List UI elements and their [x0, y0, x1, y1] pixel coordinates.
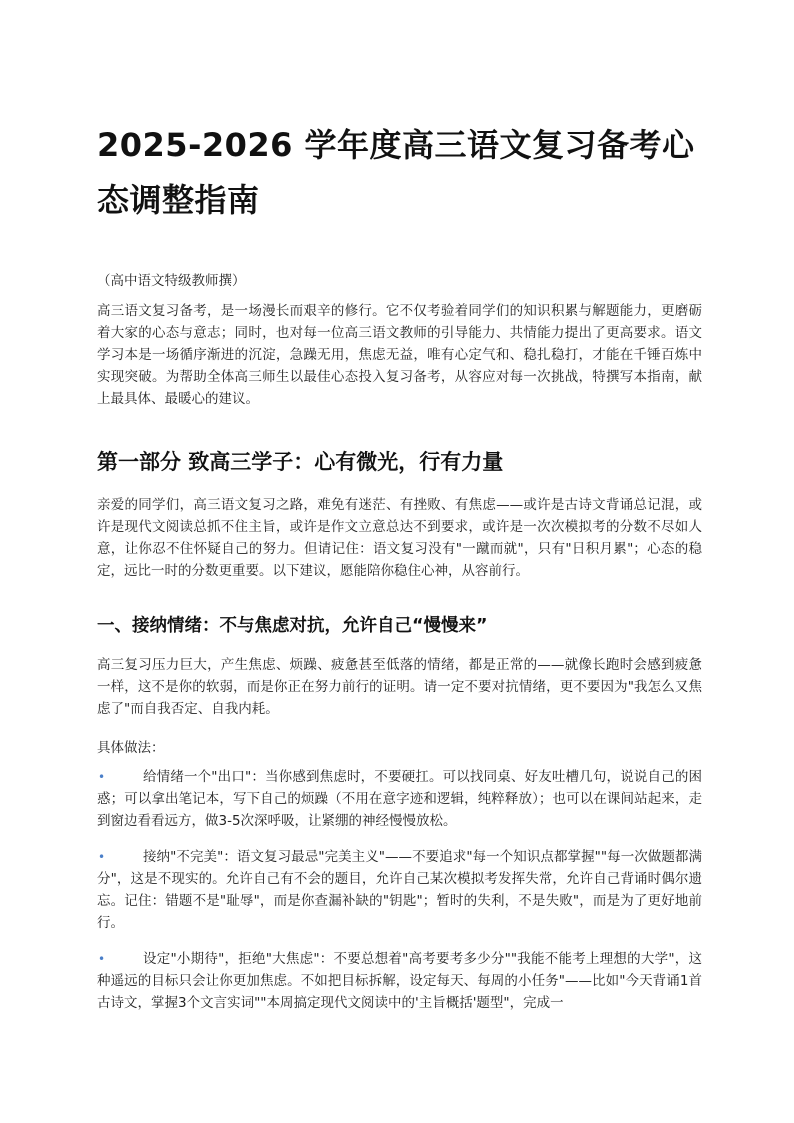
list-item — [97, 948, 702, 1014]
intro-paragraph: 高三语文复习备考，是一场漫长而艰辛的修行。它不仅考验着同学们的知识积累与解题能力，更磨砺着大家的心态与意志；同时，也对每一位高三语文教师的引导能力、共情能力提出了更高要求。语文学习本是一场循序渐进的沉淀，急躁无用，焦虑无益，唯有心定气和、稳扎稳打，才能在千锤百炼中实现突破。为帮助全体高三师生以最佳心态投入复习备考，从容应对每一次挑战，特撰写本指南，献上最具体、最暖心的建议。 — [97, 303, 702, 407]
section1-heading: 一、接纳情绪：不与焦虑对抗，允许自己“慢慢来” — [97, 616, 488, 636]
list-item-text: 接纳"不完美"：语文复习最忌"完美主义"——不要追求"每一个知识点都掌握""每一次做题都满分"，这是不现实的。允许自己有不会的题目，允许自己某次模拟考发挥失常，允许自己背诵时偶尔遗忘。记住：错题不是"耻辱"，而是你查漏补缺的"钥匙"；暂时的失利，不是失败"，而是为了更好地前行。 — [97, 849, 702, 931]
list-item — [97, 766, 702, 832]
document-title: 2025-2026 学年度高三语文复习备考心态调整指南 — [97, 126, 695, 219]
bullet-dot-icon: • — [98, 770, 106, 784]
list-item-text: 设定"小期待"，拒绝"大焦虑"：不要总想着"高考要考多少分""我能不能考上理想的大学"，这种遥远的目标只会让你更加焦虑。不如把目标拆解，设定每天、每周的小任务"——比如"今天背诵1首古诗文，掌握3个文言实词""本周搞定现代文阅读中的'主旨概括'题型"，完成一 — [97, 951, 702, 1011]
list-item — [97, 846, 702, 934]
part1-heading: 第一部分 致高三学子：心有微光，行有力量 — [97, 450, 504, 474]
list-item-text: 给情绪一个"出口"：当你感到焦虑时，不要硬扛。可以找同桌、好友吐槽几句，说说自己的困惑；可以拿出笔记本，写下自己的烦躁（不用在意字迹和逻辑，纯粹释放）；也可以在课间站起来，走到窗边看看远方，做3-5次深呼吸，让紧绷的神经慢慢放松。 — [97, 769, 702, 829]
author-line: （高中语文特级教师撰） — [97, 273, 246, 289]
methods-label: 具体做法： — [97, 740, 165, 756]
bullet-dot-icon: • — [98, 850, 106, 864]
bullet-dot-icon: • — [98, 952, 106, 966]
section1-body: 高三复习压力巨大，产生焦虑、烦躁、疲惫甚至低落的情绪，都是正常的——就像长跑时会感到疲惫一样，这不是你的软弱，而是你正在努力前行的证明。请一定不要对抗情绪，更不要因为"我怎么又焦虑了"而自我否定、自我内耗。 — [97, 657, 702, 717]
part1-intro-paragraph: 亲爱的同学们，高三语文复习之路，难免有迷茫、有挫败、有焦虑——或许是古诗文背诵总记混，或许是现代文阅读总抓不住主旨，或许是作文立意总达不到要求，或许是一次次模拟考的分数不尽如人意，让你忍不住怀疑自己的努力。但请记住：语文复习没有"一蹴而就"，只有"日积月累"；心态的稳定，远比一时的分数更重要。以下建议，愿能陪你稳住心神，从容前行。 — [97, 497, 702, 579]
